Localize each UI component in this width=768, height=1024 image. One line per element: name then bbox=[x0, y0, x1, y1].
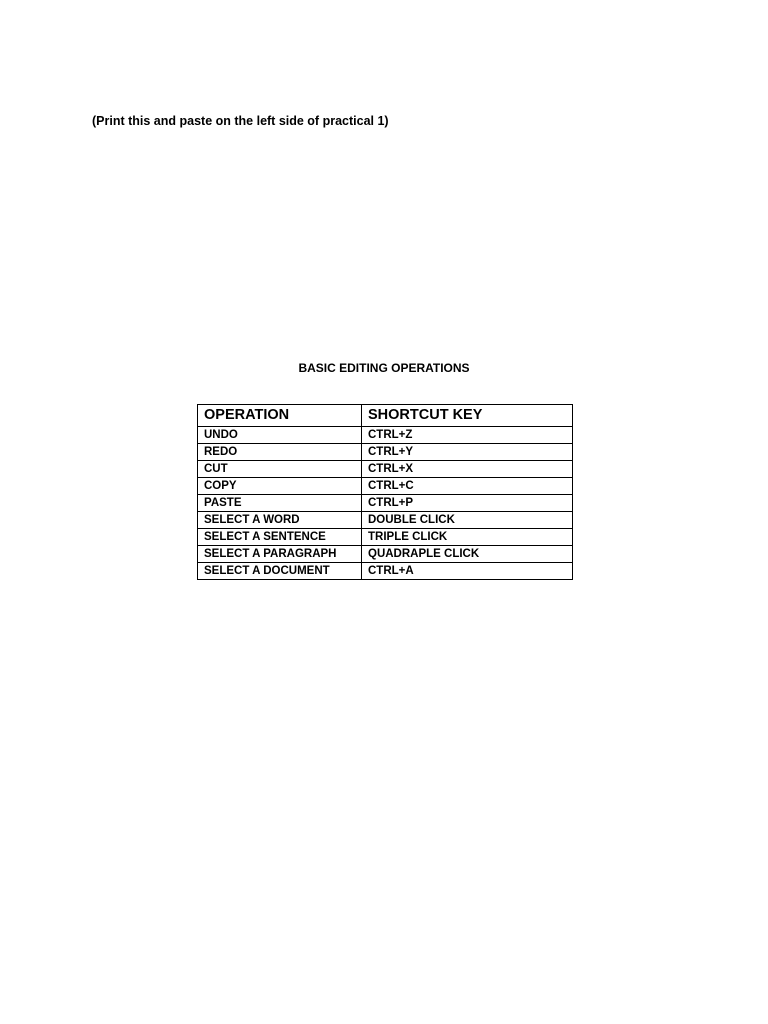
table-row bbox=[198, 478, 573, 495]
print-instruction-note: (Print this and paste on the left side of practical 1) bbox=[92, 114, 389, 128]
table-row bbox=[198, 461, 573, 478]
operation-cell: COPY bbox=[198, 478, 362, 495]
operation-cell: CUT bbox=[198, 461, 362, 478]
table-row bbox=[198, 546, 573, 563]
table-row bbox=[198, 444, 573, 461]
table-row bbox=[198, 529, 573, 546]
operation-cell: REDO bbox=[198, 444, 362, 461]
document-title-text: BASIC EDITING OPERATIONS bbox=[298, 361, 470, 375]
table-header-row bbox=[198, 405, 573, 427]
shortcut-cell: CTRL+X bbox=[362, 461, 573, 478]
shortcut-cell: DOUBLE CLICK bbox=[362, 512, 573, 529]
shortcut-cell: CTRL+Y bbox=[362, 444, 573, 461]
table-row bbox=[198, 495, 573, 512]
operation-cell: UNDO bbox=[198, 427, 362, 444]
shortcut-cell: CTRL+C bbox=[362, 478, 573, 495]
shortcut-cell: CTRL+P bbox=[362, 495, 573, 512]
table-row bbox=[198, 512, 573, 529]
shortcut-cell: QUADRAPLE CLICK bbox=[362, 546, 573, 563]
shortcut-cell: CTRL+Z bbox=[362, 427, 573, 444]
operation-cell: SELECT A SENTENCE bbox=[198, 529, 362, 546]
table-row bbox=[198, 427, 573, 444]
column-header-shortcut-key: SHORTCUT KEY bbox=[362, 405, 573, 427]
column-header-operation: OPERATION bbox=[198, 405, 362, 427]
shortcut-table bbox=[197, 404, 573, 580]
document-title bbox=[0, 361, 768, 375]
table-row bbox=[198, 563, 573, 580]
shortcut-cell: CTRL+A bbox=[362, 563, 573, 580]
operation-cell: PASTE bbox=[198, 495, 362, 512]
shortcut-cell: TRIPLE CLICK bbox=[362, 529, 573, 546]
operation-cell: SELECT A DOCUMENT bbox=[198, 563, 362, 580]
operation-cell: SELECT A PARAGRAPH bbox=[198, 546, 362, 563]
operation-cell: SELECT A WORD bbox=[198, 512, 362, 529]
